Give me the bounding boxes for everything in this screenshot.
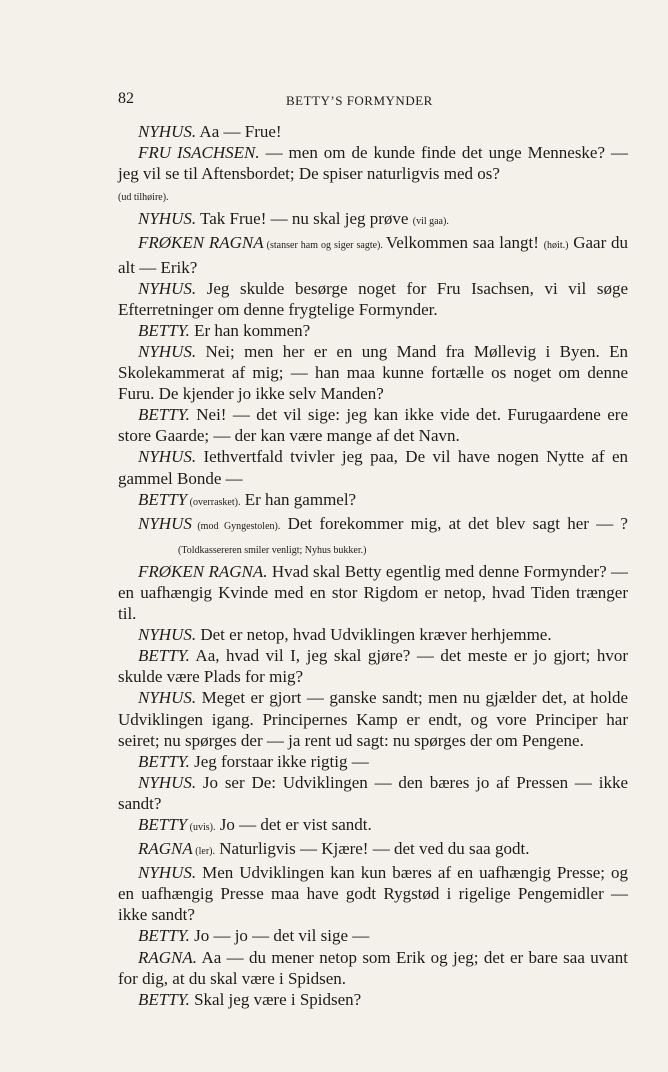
line-fru-isachsen [118,142,628,184]
line-nyhus-7 [118,624,628,645]
stage-direction-exit [118,184,628,208]
stage-direction: (uvis). [187,822,216,833]
speaker: FRØKEN RAGNA. [138,561,268,581]
line-nyhus-10 [118,862,628,925]
stage-direction: (ud tilhøire). [118,192,169,204]
dialogue: Aa — Frue! [196,122,282,141]
speaker: BETTY [138,815,188,834]
line-nyhus-1 [118,121,628,142]
line-betty-5 [118,751,628,772]
dialogue: Gaar du alt — Erik? [118,233,629,277]
speaker: NYHUS. [138,772,197,792]
line-nyhus-4 [118,341,628,404]
dialogue: Aa — du mener netop som Erik og jeg; det er bare saa uvant for dig, at du skal være i Spidsen. [118,947,628,988]
speaker: BETTY. [138,646,190,666]
line-betty-1 [118,320,628,341]
dialogue: Jeg skulde besørge noget for Fru Isachsen, vi vil søge Efterretninger om denne frygtelige Formynder. [118,278,628,319]
speaker: RAGNA. [138,947,198,967]
line-betty-4 [118,645,628,687]
speaker: NYHUS. [138,341,197,361]
dialogue: Jeg forstaar ikke rigtig — [189,751,369,771]
running-title: BETTY’S FORMYNDER [286,93,433,108]
line-betty-3 [118,489,628,513]
speaker: BETTY. [138,320,190,340]
speaker: NYHUS. [138,122,197,141]
dialogue: Jo — det er vist sandt. [215,815,372,834]
dialogue: Velkommen saa langt! [385,233,544,253]
line-betty-8 [118,989,628,1010]
speaker: RAGNA [138,839,193,859]
stage-direction: (høit.) [543,240,569,252]
speaker: NYHUS. [138,278,197,298]
stage-direction: (vil gaa). [412,216,449,228]
speaker: BETTY. [138,405,190,425]
dialogue: Aa, hvad vil I, jeg skal gjøre? — det meste er jo gjort; hvor skulde være Plads for mig? [118,646,628,687]
dialogue: Nei; men her er en ung Mand fra Møllevig i Byen. En Skolekammerat af mig; — han maa kunne fortælle os noget om denne Furu. De kjender jo ikke selv Manden? [118,341,628,404]
dialogue: Det forekommer mig, at det blev sagt her — ? [280,513,628,533]
line-nyhus-8 [118,687,628,750]
dialogue: Er han gammel? [240,489,357,509]
line-ragna-2 [118,947,628,989]
line-betty-2 [118,404,628,446]
line-nyhus-5 [118,446,628,488]
speaker: FRØKEN RAGNA [138,233,264,253]
speaker: BETTY. [138,751,190,771]
dialogue: Skal jeg være i Spidsen? [189,989,362,1009]
dialogue: Nei! — det vil sige: jeg kan ikke vide det. Furugaardene ere store Gaarde; — der kan være mange af det Navn. [118,405,628,446]
speaker: NYHUS. [138,209,197,229]
line-nyhus-2 [118,208,628,232]
speaker: NYHUS [138,513,192,533]
line-nyhus-6 [118,513,628,561]
dialogue: Er han kommen? [189,320,311,340]
stage-direction: (ler). [192,846,215,858]
line-nyhus-9 [118,772,628,814]
page-number: 82 [118,90,134,107]
stage-direction: (Toldkassereren smiler venligt; Nyhus bukker.) [178,544,367,556]
speaker: NYHUS. [138,625,197,645]
line-nyhus-3 [118,278,628,320]
dialogue: Iethvertfald tvivler jeg paa, De vil have nogen Nytte af en gammel Bonde — [118,447,628,488]
speaker: BETTY [138,489,188,509]
speaker: FRU ISACHSEN. [138,143,260,163]
stage-direction: (mod Gyngestolen). [191,520,281,532]
line-betty-7 [118,925,628,946]
speaker: BETTY. [138,989,190,1009]
line-frøken-ragna-1 [118,232,628,277]
dialogue: Tak Frue! — nu skal jeg prøve [196,209,413,229]
dialogue: Hvad skal Betty egentlig med denne Formynder? — en uafhængig Kvinde med en stor Rigdom er netop, hvad Tiden trænger til. [118,561,628,624]
dialogue: Jo ser De: Udviklingen — den bæres jo af Pressen — ikke sandt? [118,772,628,813]
dialogue: Det er netop, hvad Udviklingen kræver herhjemme. [196,625,552,645]
dialogue: — men om de kunde finde det unge Menneske? — jeg vil se til Aftensbordet; De spiser naturligvis med os? [118,143,628,184]
play-text [118,121,628,1010]
line-betty-6 [118,814,628,838]
dialogue: Jo — jo — det vil sige — [189,926,370,946]
line-frøken-ragna-2 [118,561,628,624]
stage-direction: (stanser ham og siger sagte). [263,240,386,252]
speaker: NYHUS. [138,688,197,708]
speaker: NYHUS. [138,447,197,467]
speaker: NYHUS. [138,863,197,883]
dialogue: Meget er gjort — ganske sandt; men nu gjælder det, at holde Udviklingen igang. Principernes Kamp er endt, og vore Principer har seiret; nu spørges der — ja rent ud sagt: nu spørges der om Pengene. [118,688,628,750]
speaker: BETTY. [138,926,190,946]
dialogue: Men Udviklingen kan kun bæres af en uafhængig Presse; og en uafhængig Presse maa have godt Rygstød i rigelige Pengemidler — ikke sandt? [118,863,628,925]
stage-direction: (overrasket). [187,496,241,508]
dialogue: Naturligvis — Kjære! — det ved du saa godt. [215,839,530,859]
line-ragna-1 [118,838,628,862]
